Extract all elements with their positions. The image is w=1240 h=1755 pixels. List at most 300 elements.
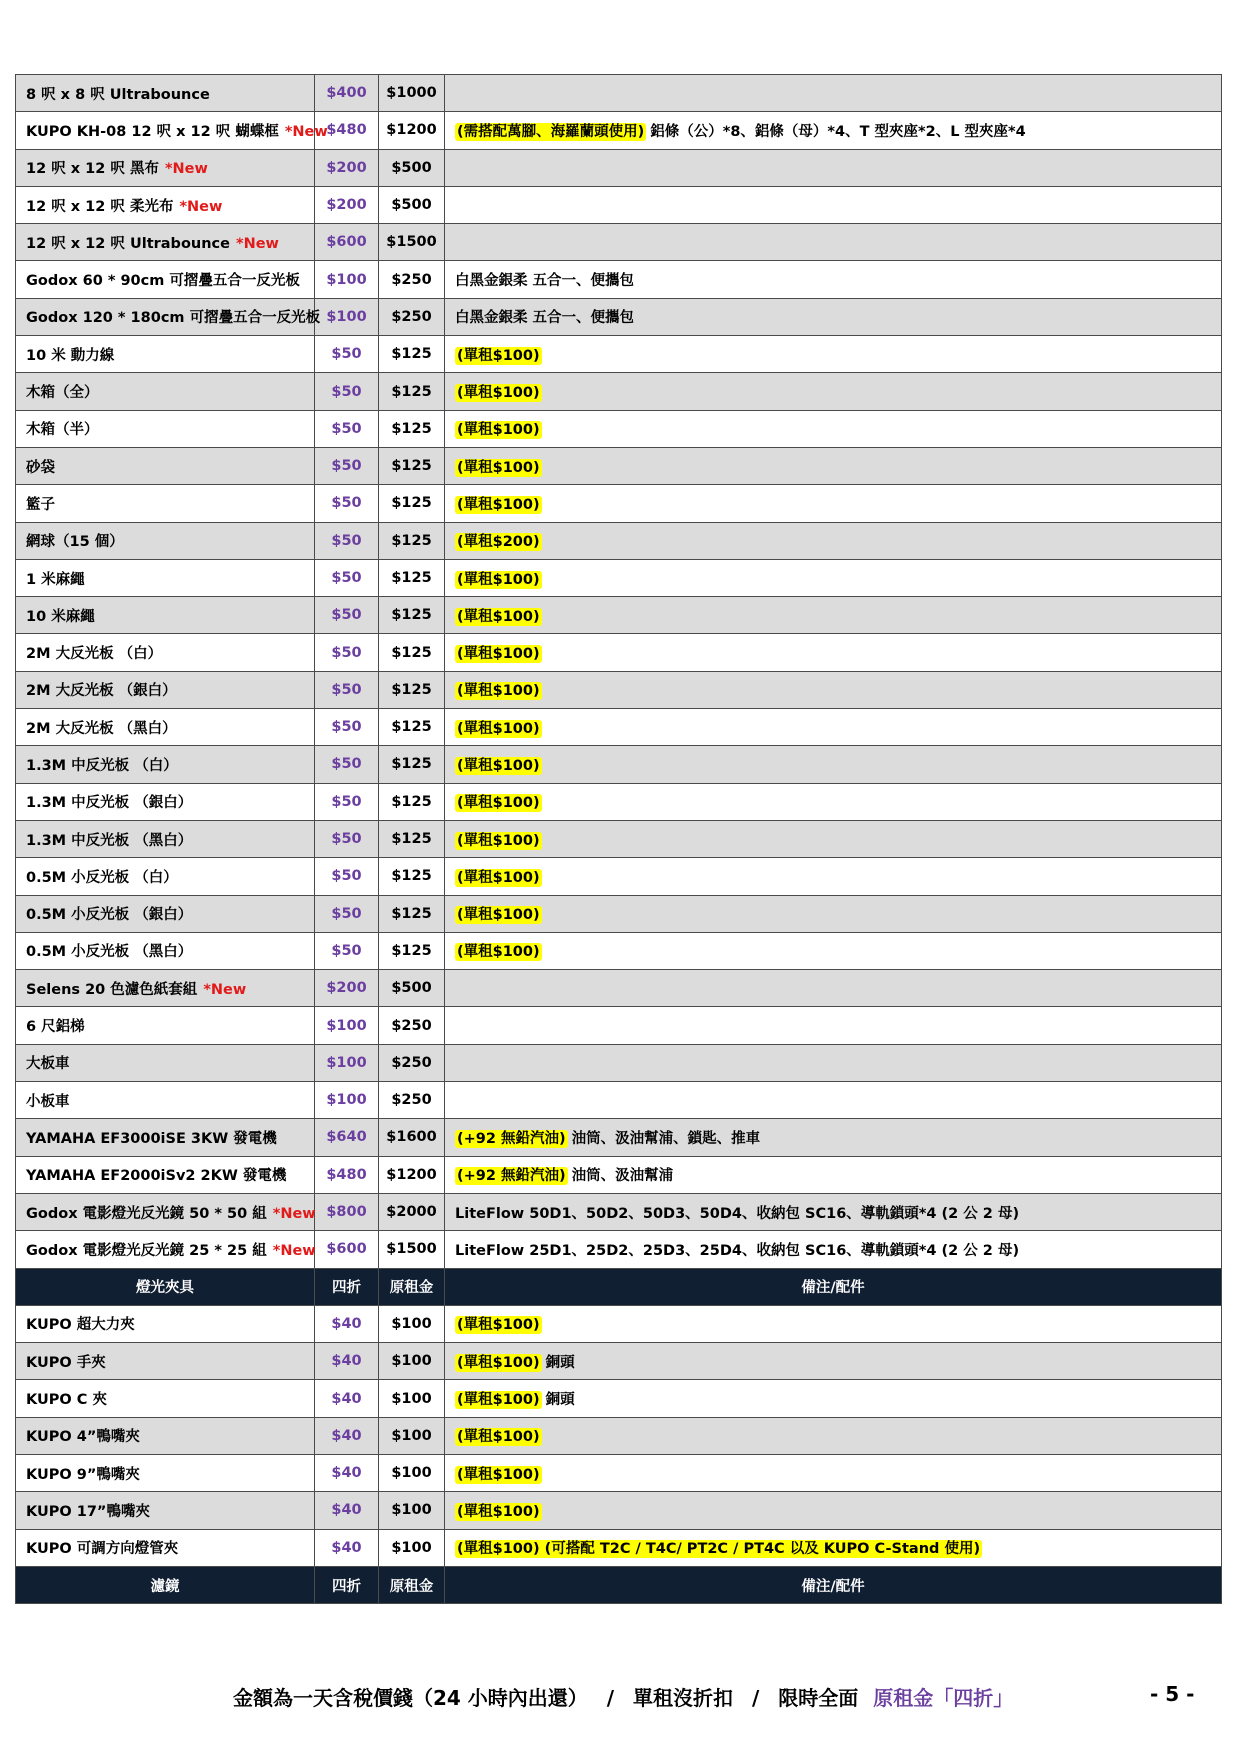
notes-cell [445, 1082, 1222, 1119]
discount-price: $800 [326, 1204, 367, 1221]
item-name: 木箱（半） [26, 422, 99, 439]
table-row [16, 1119, 1222, 1156]
notes-cell [445, 820, 1222, 857]
discount-price-cell [315, 1492, 379, 1529]
original-price: $125 [391, 607, 432, 624]
original-price: $1500 [386, 234, 437, 251]
table-row [16, 1082, 1222, 1119]
original-price-cell [379, 597, 445, 634]
highlight-note: (單租$100) [457, 459, 540, 476]
item-name: 2M 大反光板 （銀白） [26, 683, 177, 700]
original-price: $125 [391, 905, 432, 922]
table-row [16, 447, 1222, 484]
original-price: $100 [391, 1427, 432, 1444]
new-badge: *New [164, 161, 208, 178]
footer-discount-highlight: 原租金「四折」 [873, 1686, 1014, 1710]
item-name: YAMAHA EF2000iSv2 2KW 發電機 [26, 1168, 287, 1185]
section-title-cell [16, 1268, 315, 1305]
table-row [16, 373, 1222, 410]
new-badge: *New [272, 1242, 316, 1259]
discount-price-cell [315, 522, 379, 559]
original-price: $1500 [386, 1241, 437, 1258]
original-price-cell [379, 112, 445, 149]
highlight-note: (單租$100) [457, 1392, 540, 1409]
discount-price: $50 [331, 942, 362, 959]
item-name-cell [16, 895, 315, 932]
item-name: 籃子 [26, 496, 55, 513]
table-row [16, 112, 1222, 149]
item-name: 1.3M 中反光板 （白） [26, 757, 178, 774]
discount-price: $40 [331, 1315, 362, 1332]
discount-price: $40 [331, 1353, 362, 1370]
discount-price-cell [315, 895, 379, 932]
item-name-cell [16, 410, 315, 447]
footer-separator: / [752, 1686, 760, 1710]
original-price-cell [379, 1044, 445, 1081]
section-title: 燈光夾具 [136, 1280, 194, 1297]
original-header: 原租金 [389, 1578, 434, 1595]
item-name-cell [16, 1156, 315, 1193]
item-name-cell [16, 485, 315, 522]
discount-price: $50 [331, 644, 362, 661]
notes-cell [445, 932, 1222, 969]
original-price-cell [379, 485, 445, 522]
discount-price-cell [315, 186, 379, 223]
discount-price: $50 [331, 532, 362, 549]
original-price-cell [379, 746, 445, 783]
original-price: $125 [391, 570, 432, 586]
discount-price-cell [315, 149, 379, 186]
original-price: $100 [391, 1502, 432, 1519]
highlight-note: (需搭配萬腳、海羅蘭頭使用) [457, 123, 645, 140]
item-name-cell [16, 1193, 315, 1230]
section-title-cell [16, 1566, 315, 1603]
original-price: $125 [391, 942, 432, 959]
item-name: KUPO 手夾 [26, 1354, 106, 1371]
item-name: 0.5M 小反光板 （黑白） [26, 944, 193, 961]
section-title: 濾鏡 [150, 1578, 180, 1595]
original-price-cell [379, 1082, 445, 1119]
item-name-cell [16, 1529, 315, 1566]
original-price-cell [379, 783, 445, 820]
discount-price-cell [315, 1156, 379, 1193]
original-header-cell [379, 1268, 445, 1305]
highlight-note: (單租$100) [457, 646, 540, 663]
notes-header-cell [445, 1566, 1222, 1603]
original-price-cell [379, 671, 445, 708]
table-row [16, 149, 1222, 186]
original-price: $125 [391, 644, 432, 661]
new-badge: *New [179, 198, 223, 215]
item-name: Godox 電影燈光反光鏡 50 * 50 組 [26, 1205, 267, 1222]
table-row [16, 186, 1222, 223]
original-price: $250 [391, 1017, 432, 1034]
item-name: Godox 60 * 90cm 可摺疊五合一反光板 [26, 273, 300, 290]
notes-cell [445, 1529, 1222, 1566]
table-row [16, 932, 1222, 969]
original-price-cell [379, 820, 445, 857]
note-text: 白黑金銀柔 五合一、便攜包 [455, 310, 635, 327]
new-badge: *New [235, 235, 279, 252]
discount-price: $40 [331, 1502, 362, 1519]
item-name-cell [16, 298, 321, 335]
discount-price-cell [315, 1454, 379, 1491]
highlight-note: (單租$100) [457, 571, 540, 588]
highlight-note: (單租$100) [457, 907, 540, 924]
item-name: Godox 電影燈光反光鏡 25 * 25 組 [26, 1242, 267, 1259]
item-name: 木箱（全） [26, 385, 99, 402]
original-price-cell [379, 298, 445, 335]
table-row [16, 1156, 1222, 1193]
original-price-cell [379, 932, 445, 969]
notes-cell [445, 559, 1222, 596]
discount-price-cell [315, 261, 379, 298]
discount-price: $50 [331, 719, 362, 736]
item-name: 12 呎 x 12 呎 柔光布 [26, 198, 174, 215]
notes-cell [445, 112, 1222, 149]
note-text: 白黑金銀柔 五合一、便攜包 [455, 273, 635, 290]
discount-price-cell [315, 1007, 379, 1044]
item-name: KUPO KH-08 12 呎 x 12 呎 蝴蝶框 [26, 123, 279, 140]
notes-cell [445, 709, 1222, 746]
item-name: 2M 大反光板 （白） [26, 646, 163, 663]
note-text: 銅頭 [545, 1392, 575, 1409]
highlight-note: (單租$100) [457, 1354, 540, 1371]
item-name-cell [16, 186, 315, 223]
original-price-cell [379, 1343, 445, 1380]
table-row [16, 709, 1222, 746]
notes-cell [445, 1492, 1222, 1529]
table-row [16, 783, 1222, 820]
discount-price: $50 [331, 570, 362, 586]
original-price-cell [379, 224, 445, 261]
item-name-cell [16, 1119, 315, 1156]
table-row [16, 1007, 1222, 1044]
table-row [16, 485, 1222, 522]
original-price-cell [379, 261, 445, 298]
discount-price: $50 [331, 420, 362, 437]
discount-price: $40 [331, 1465, 362, 1482]
table-row [16, 410, 1222, 447]
discount-price-cell [315, 1082, 379, 1119]
discount-price: $100 [326, 1092, 367, 1109]
item-name-cell [16, 112, 328, 149]
table-row [16, 1231, 1222, 1268]
discount-price: $50 [331, 831, 362, 848]
notes-cell [445, 410, 1222, 447]
original-price: $125 [391, 681, 432, 698]
original-price-cell [379, 1417, 445, 1454]
item-name: 0.5M 小反光板 （銀白） [26, 907, 193, 924]
discount-price: $200 [326, 197, 367, 214]
footer-text [233, 1682, 1013, 1711]
highlight-note: (單租$100) [457, 720, 540, 737]
table-row [16, 75, 1222, 112]
discount-price: $50 [331, 495, 362, 512]
notes-cell [445, 224, 1222, 261]
notes-cell [445, 522, 1222, 559]
original-price: $500 [391, 980, 432, 997]
notes-cell [445, 783, 1222, 820]
notes-cell [445, 1231, 1222, 1268]
item-name: KUPO 超大力夾 [26, 1317, 135, 1334]
original-price: $500 [391, 197, 432, 214]
discount-price-cell [315, 746, 379, 783]
item-name-cell [16, 559, 315, 596]
original-price-cell [379, 895, 445, 932]
original-header-cell [379, 1566, 445, 1603]
original-price: $1600 [386, 1129, 437, 1146]
original-price: $250 [391, 1054, 432, 1071]
original-price: $100 [391, 1539, 432, 1556]
highlight-note: (單租$100) [457, 422, 540, 439]
original-price-cell [379, 447, 445, 484]
original-price: $125 [391, 383, 432, 400]
item-name-cell [16, 1454, 315, 1491]
discount-price-cell [315, 298, 379, 335]
footer-pricing-note: 金額為一天含稅價錢（24 小時內出還） [233, 1686, 588, 1710]
notes-cell [445, 261, 1222, 298]
notes-header: 備注/配件 [801, 1280, 865, 1297]
original-price-cell [379, 634, 445, 671]
notes-cell [445, 597, 1222, 634]
original-price-cell [379, 1231, 445, 1268]
item-name: 大板車 [26, 1056, 70, 1073]
item-name: 2M 大反光板 （黑白） [26, 720, 177, 737]
notes-cell [445, 186, 1222, 223]
footer-no-discount-note: 單租沒折扣 [633, 1686, 734, 1710]
highlight-note: (單租$100) [457, 1317, 540, 1334]
page-number: - 5 - [1150, 1682, 1195, 1706]
notes-header: 備注/配件 [801, 1578, 865, 1595]
original-price-cell [379, 559, 445, 596]
table-row [16, 1193, 1222, 1230]
original-price: $1200 [386, 122, 437, 139]
notes-cell [445, 485, 1222, 522]
discount-price: $200 [326, 980, 367, 997]
item-name-cell [16, 1305, 315, 1342]
table-row [16, 1044, 1222, 1081]
rental-price-table [15, 74, 1222, 1604]
original-price: $125 [391, 346, 432, 363]
original-price-cell [379, 1529, 445, 1566]
discount-price: $50 [331, 868, 362, 885]
item-name-cell [16, 75, 315, 112]
item-name: 10 米麻繩 [26, 608, 95, 625]
original-price: $1000 [386, 85, 437, 102]
highlight-note: (單租$100) [457, 608, 540, 625]
table-row [16, 1380, 1222, 1417]
discount-header: 四折 [332, 1578, 361, 1595]
new-badge: *New [284, 123, 328, 140]
discount-price: $40 [331, 1539, 362, 1556]
discount-price-cell [315, 1044, 379, 1081]
notes-cell [445, 634, 1222, 671]
item-name-cell [16, 149, 315, 186]
discount-price-cell [315, 1119, 379, 1156]
notes-cell [445, 336, 1222, 373]
note-text: LiteFlow 25D1、25D2、25D3、25D4、收納包 SC16、導軌鎖頭*4 (2 公 2 母) [455, 1242, 1020, 1259]
discount-price: $50 [331, 458, 362, 475]
item-name: KUPO C 夾 [26, 1392, 107, 1409]
table-row [16, 1305, 1222, 1342]
original-price: $100 [391, 1390, 432, 1407]
discount-price-cell [315, 634, 379, 671]
highlight-note: (單租$100) [457, 869, 540, 886]
original-price-cell [379, 336, 445, 373]
table-row [16, 597, 1222, 634]
footer-promo-note: 限時全面 [778, 1686, 859, 1710]
item-name: 0.5M 小反光板 （白） [26, 869, 178, 886]
section-header-row [16, 1566, 1222, 1603]
item-name-cell [16, 336, 315, 373]
note-text: 油筒、汲油幫浦 [571, 1168, 674, 1185]
notes-cell [445, 149, 1222, 186]
item-name-cell [16, 224, 315, 261]
item-name: 12 呎 x 12 呎 黑布 [26, 161, 159, 178]
discount-price-cell [315, 1380, 379, 1417]
notes-cell [445, 298, 1222, 335]
notes-cell [445, 1119, 1222, 1156]
notes-cell [445, 746, 1222, 783]
notes-cell [445, 1380, 1222, 1417]
highlight-note: (單租$100) [457, 496, 540, 513]
notes-cell [445, 75, 1222, 112]
original-price-cell [379, 970, 445, 1007]
discount-price-cell [315, 1529, 379, 1566]
original-price-cell [379, 1007, 445, 1044]
original-price: $125 [391, 420, 432, 437]
footer [0, 1680, 1240, 1710]
original-price-cell [379, 1305, 445, 1342]
new-badge: *New [272, 1205, 316, 1222]
item-name-cell [16, 820, 315, 857]
discount-price: $480 [326, 122, 367, 139]
discount-price: $50 [331, 681, 362, 698]
original-price-cell [379, 186, 445, 223]
original-price: $500 [391, 159, 432, 176]
discount-price-cell [315, 932, 379, 969]
original-price-cell [379, 1193, 445, 1230]
highlight-note: (單租$100) [457, 347, 540, 364]
original-header: 原租金 [389, 1280, 434, 1297]
original-price: $125 [391, 719, 432, 736]
discount-header-cell [315, 1566, 379, 1603]
discount-price-cell [315, 597, 379, 634]
highlight-note: (+92 無鉛汽油) [457, 1130, 566, 1147]
notes-cell [445, 1156, 1222, 1193]
table-row [16, 298, 1222, 335]
discount-price-cell [315, 1193, 379, 1230]
item-name-cell [16, 1231, 315, 1268]
discount-price: $100 [326, 271, 367, 288]
notes-cell [445, 1007, 1222, 1044]
original-price-cell [379, 1380, 445, 1417]
item-name-cell [16, 597, 315, 634]
discount-price: $400 [326, 85, 367, 102]
notes-cell [445, 447, 1222, 484]
table-row [16, 522, 1222, 559]
table-row [16, 970, 1222, 1007]
original-price-cell [379, 709, 445, 746]
discount-price-cell [315, 820, 379, 857]
item-name-cell [16, 970, 315, 1007]
original-price: $250 [391, 308, 432, 325]
item-name: 10 米 動力線 [26, 347, 115, 364]
original-price: $250 [391, 1092, 432, 1109]
item-name-cell [16, 783, 315, 820]
table-row [16, 746, 1222, 783]
notes-cell [445, 858, 1222, 895]
item-name: 砂袋 [26, 459, 55, 476]
notes-cell [445, 1343, 1222, 1380]
discount-price-cell [315, 373, 379, 410]
item-name: 小板車 [26, 1093, 70, 1110]
table-row [16, 858, 1222, 895]
item-name: 12 呎 x 12 呎 Ultrabounce [26, 235, 230, 252]
discount-price-cell [315, 709, 379, 746]
table-row [16, 1492, 1222, 1529]
original-price: $125 [391, 458, 432, 475]
discount-header: 四折 [332, 1280, 361, 1297]
item-name: Selens 20 色濾色紙套組 [26, 981, 198, 998]
item-name: KUPO 17”鴨嘴夾 [26, 1503, 150, 1520]
item-name: YAMAHA EF3000iSE 3KW 發電機 [26, 1130, 277, 1147]
discount-price: $50 [331, 905, 362, 922]
discount-price: $100 [326, 308, 367, 325]
discount-price-cell [315, 783, 379, 820]
discount-price: $50 [331, 383, 362, 400]
table-body [16, 75, 1222, 1604]
original-price: $125 [391, 793, 432, 810]
discount-price-cell [315, 75, 379, 112]
table-row [16, 261, 1222, 298]
discount-price-cell [315, 485, 379, 522]
discount-price-cell [315, 410, 379, 447]
original-price: $100 [391, 1315, 432, 1332]
highlight-note: (單租$100) (可搭配 T2C / T4C/ PT2C / PT4C 以及 KUPO C-Stand 使用) [457, 1541, 981, 1558]
discount-price-cell [315, 1305, 379, 1342]
discount-price: $100 [326, 1017, 367, 1034]
item-name: 網球（15 個） [26, 534, 124, 551]
original-price: $1200 [386, 1166, 437, 1183]
original-price-cell [379, 1454, 445, 1491]
discount-price: $600 [326, 1241, 367, 1258]
discount-header-cell [315, 1268, 379, 1305]
highlight-note: (單租$100) [457, 832, 540, 849]
original-price: $125 [391, 532, 432, 549]
original-price: $100 [391, 1465, 432, 1482]
original-price-cell [379, 858, 445, 895]
notes-cell [445, 671, 1222, 708]
discount-price: $50 [331, 793, 362, 810]
discount-price-cell [315, 858, 379, 895]
notes-cell [445, 970, 1222, 1007]
note-text: 油筒、汲油幫浦、鎖匙、推車 [571, 1130, 761, 1147]
notes-cell [445, 1417, 1222, 1454]
original-price: $2000 [386, 1204, 437, 1221]
discount-price-cell [315, 1343, 379, 1380]
item-name: 6 尺鋁梯 [26, 1019, 85, 1036]
discount-price: $640 [326, 1129, 367, 1146]
original-price-cell [379, 75, 445, 112]
discount-price: $50 [331, 756, 362, 773]
original-price: $125 [391, 495, 432, 512]
original-price-cell [379, 1156, 445, 1193]
table-row [16, 559, 1222, 596]
item-name-cell [16, 858, 315, 895]
table-row [16, 224, 1222, 261]
